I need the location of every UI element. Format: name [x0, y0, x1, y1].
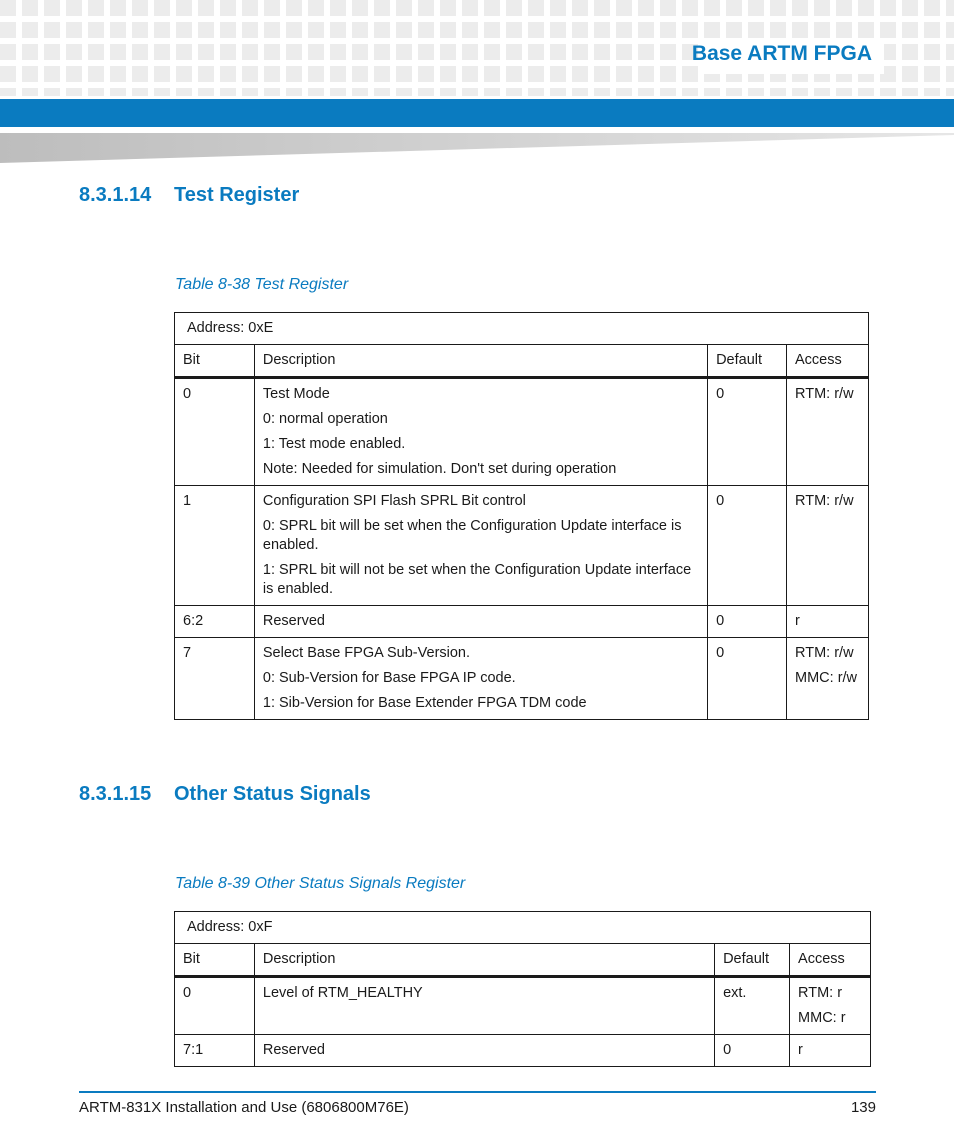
description-line: Reserved — [262, 613, 325, 629]
table-row — [175, 378, 869, 486]
access-line: RTM: r/w — [795, 645, 854, 661]
table-header-row — [175, 944, 871, 977]
description-cell — [254, 1035, 714, 1067]
access-line: RTM: r — [798, 985, 843, 1001]
description-line: 0: SPRL bit will be set when the Configuration Update interface is enabled. — [262, 518, 682, 553]
column-header-access: Access — [790, 944, 871, 977]
page-number: 139 — [850, 1099, 876, 1116]
description-line: 1: SPRL bit will not be set when the Configuration Update interface is enabled. — [262, 562, 692, 597]
bit-cell: 0 — [175, 977, 255, 1035]
description-line: Configuration SPI Flash SPRL Bit control — [262, 493, 526, 509]
section-title: Other Status Signals — [174, 783, 371, 805]
default-cell: 0 — [708, 486, 787, 606]
table-header-row — [175, 345, 869, 378]
access-line: MMC: r — [798, 1010, 846, 1026]
test-register-table — [174, 312, 869, 720]
description-cell — [254, 606, 707, 638]
description-line: Reserved — [262, 1042, 325, 1058]
table-row — [175, 977, 871, 1035]
header-blue-bar — [0, 99, 954, 127]
other-status-signals-table — [174, 911, 871, 1067]
column-header-description: Description — [254, 944, 714, 977]
table-caption: Table 8-39 Other Status Signals Register — [175, 875, 466, 892]
description-line: Note: Needed for simulation. Don't set during operation — [262, 461, 617, 477]
table-address-row — [175, 912, 871, 944]
description-line: Select Base FPGA Sub-Version. — [262, 645, 471, 661]
access-cell — [790, 977, 871, 1035]
table-caption: Table 8-38 Test Register — [175, 276, 349, 293]
description-cell — [254, 378, 707, 486]
table-address-row — [175, 313, 869, 345]
default-cell: ext. — [715, 977, 790, 1035]
bit-cell: 0 — [175, 378, 255, 486]
table-row — [175, 1035, 871, 1067]
default-cell: 0 — [708, 606, 787, 638]
access-line: RTM: r/w — [795, 493, 854, 509]
bit-cell: 7:1 — [175, 1035, 255, 1067]
description-cell — [254, 638, 707, 720]
column-header-access: Access — [787, 345, 869, 378]
footer-document-title: ARTM-831X Installation and Use (6806800M76E) — [79, 1099, 409, 1116]
access-line: RTM: r/w — [795, 386, 854, 402]
column-header-default: Default — [708, 345, 787, 378]
header-gray-wedge — [0, 133, 954, 163]
bit-cell: 7 — [175, 638, 255, 720]
description-line: 0: Sub-Version for Base FPGA IP code. — [262, 670, 516, 686]
bit-cell: 6:2 — [175, 606, 255, 638]
access-cell — [787, 378, 869, 486]
description-line: Test Mode — [262, 386, 330, 402]
section-heading-test-register — [79, 184, 299, 207]
section-number: 8.3.1.14 — [79, 184, 152, 206]
description-cell — [254, 977, 714, 1035]
description-line: Level of RTM_HEALTHY — [262, 985, 423, 1001]
default-cell: 0 — [708, 638, 787, 720]
column-header-bit: Bit — [175, 944, 255, 977]
description-line: 1: Test mode enabled. — [262, 436, 406, 452]
bit-cell: 1 — [175, 486, 255, 606]
access-line: r — [798, 1042, 803, 1058]
table-row — [175, 486, 869, 606]
footer-rule — [79, 1091, 876, 1093]
section-heading-other-status-signals — [79, 783, 371, 806]
description-line: 0: normal operation — [262, 411, 388, 427]
default-cell: 0 — [708, 378, 787, 486]
column-header-description: Description — [254, 345, 707, 378]
access-cell — [787, 638, 869, 720]
address-cell: Address: 0xE — [175, 313, 869, 345]
section-title: Test Register — [174, 184, 300, 206]
column-header-bit: Bit — [175, 345, 255, 378]
access-line: MMC: r/w — [795, 670, 858, 686]
table-row — [175, 606, 869, 638]
section-number: 8.3.1.15 — [79, 783, 152, 805]
default-cell: 0 — [715, 1035, 790, 1067]
access-cell — [787, 486, 869, 606]
access-cell — [787, 606, 869, 638]
access-line: r — [795, 613, 800, 629]
column-header-default: Default — [715, 944, 790, 977]
table-row — [175, 638, 869, 720]
chapter-title: Base ARTM FPGA — [691, 42, 872, 65]
description-line: 1: Sib-Version for Base Extender FPGA TDM code — [262, 695, 587, 711]
access-cell — [790, 1035, 871, 1067]
address-cell: Address: 0xF — [175, 912, 871, 944]
description-cell — [254, 486, 707, 606]
